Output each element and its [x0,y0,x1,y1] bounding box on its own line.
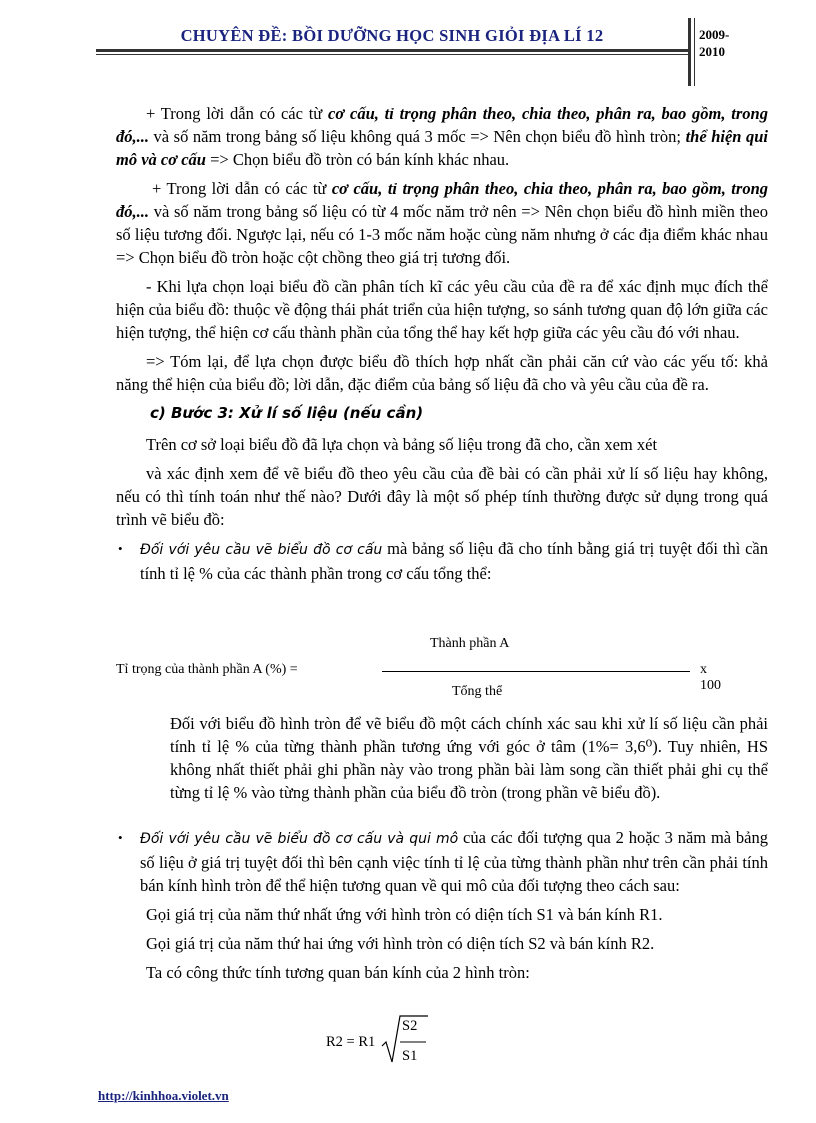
formula-numerator: Thành phần A [430,636,510,651]
header-year-line1: 2009- [699,27,730,42]
radius-numerator: S2 [402,1018,418,1034]
footer-link[interactable]: http://kinhhoa.violet.vn [98,1088,229,1103]
p1-text-b: cơ cấu, tỉ trọng phân theo, chia theo, phân ra, bao gồm, trong đó,... [116,104,768,146]
p1-text-e: => Chọn biểu đồ tròn có bán kính khác nhau. [205,150,510,169]
percentage-formula [116,636,721,708]
paragraph-6: và xác định xem để vẽ biểu đồ theo yêu cầu của đề bài có cần phải xử lí số liệu hay không, nếu có thì tính toán như thế nào? Dưới đây là một số phép tính thường được sử dụng trong quá trình vẽ biểu đồ: [116,464,768,529]
formula-multiplier: x 100 [700,662,721,693]
bullet1-text: mà bảng số liệu đã cho tính bằng giá trị tuyệt đối thì cần tính tỉ lệ % của các thành phần trong cơ cấu tổng thể: [140,539,769,583]
p1-text-d: thể hiện qui mô và cơ cấu [116,127,769,169]
header-divider-thick [688,18,691,86]
radius-denominator: S1 [402,1048,418,1064]
paragraph-2 [116,177,768,269]
bullet2-italic: Đối với yêu cầu vẽ biểu đồ cơ cấu và qui mô [140,831,459,847]
p2-text-b: cơ cấu, tỉ trọng phân theo, chia theo, phân ra, bao gồm, trong đó,... [116,179,768,221]
p1-text-a: + Trong lời dẫn có các từ [146,104,329,123]
header-rule-thin [96,54,688,55]
step-3-heading: c) Bước 3: Xử lí số liệu (nếu cần) [150,404,424,422]
paragraph-8: Gọi giá trị của năm thứ nhất ứng với hình tròn có diện tích S1 và bán kính R1. [146,905,663,924]
bullet2-text: của các đối tượng qua 2 hoặc 3 năm mà bảng số liệu ở giá trị tuyệt đối thì bên cạnh việc tính tỉ lệ của từng thành phần như trên cần phải tính bán kính hình tròn để thể hiện tương quan về qui mô của đối tượng theo cách sau: [140,828,768,895]
header-rule-thick [96,49,688,52]
header-year [699,26,759,60]
p2-text-a: + Trong lời dẫn có các từ [152,179,332,198]
header-year-line2: 2010 [699,44,725,59]
paragraph-9: Gọi giá trị của năm thứ hai ứng với hình tròn có diện tích S2 và bán kính R2. [146,934,655,953]
bullet-icon: • [118,541,123,556]
fraction-bar [382,671,690,672]
bullet-item-1 [86,537,768,585]
lower-content [116,826,768,996]
paragraph-10: Ta có công thức tính tương quan bán kính của 2 hình tròn: [146,963,530,982]
p1-text-c: và số năm trong bảng số liệu không quá 3 mốc => Nên chọn biểu đồ hình tròn; [149,127,686,146]
paragraph-1 [116,102,768,171]
radius-formula-lhs: R2 = R1 [326,1034,376,1050]
formula-lhs: Tỉ trọng của thành phần A (%) = [116,662,298,677]
page-header [96,20,688,50]
paragraph-3: - Khi lựa chọn loại biểu đồ cần phân tích kĩ các yêu cầu của đề ra để xác định mục đích thể hiện của biểu đồ: thuộc về động thái phát triển của hiện tượng, so sánh tương quan độ lớn giữa các hiện tượng, thể hiện cơ cấu thành phần của tổng thể hay kết hợp giữa các yêu cầu đó với nhau. [116,277,768,342]
header-title: CHUYÊN ĐỀ: BỒI DƯỠNG HỌC SINH GIỎI ĐỊA LÍ 12 [180,26,604,45]
p2-text-c: và số năm trong bảng số liệu có từ 4 mốc năm trở nên => Nên chọn biểu đồ hình miền theo số liệu tương đối. Ngược lại, nếu có 1-3 mốc năm hoặc cùng năm nhưng ở các địa điểm khác nhau => Chọn biểu đồ tròn hoặc cột chồng theo giá trị tương đối. [116,202,768,267]
bullet1-italic: Đối với yêu cầu vẽ biểu đồ cơ cấu [140,542,383,558]
main-content [116,102,768,591]
formula-denominator: Tổng thể [452,684,503,699]
bullet-item-2 [86,826,768,897]
bullet-icon: • [118,830,123,845]
paragraph-5: Trên cơ sở loại biểu đồ đã lựa chọn và bảng số liệu trong đã cho, cần xem xét [146,435,658,454]
paragraph-4: => Tóm lại, để lựa chọn được biểu đồ thích hợp nhất cần phải căn cứ vào các yếu tố: khả năng thể hiện của biểu đồ; lời dẫn, đặc điểm của bảng số liệu đã cho và yêu cầu của đề ra. [116,352,768,394]
paragraph-7: Đối với biểu đồ hình tròn để vẽ biểu đồ một cách chính xác sau khi xử lí số liệu cần phải tính tỉ lệ % của từng thành phần tương ứng với góc ở tâm (1%= 3,6⁰). Tuy nhiên, HS không nhất thiết phải ghi phần này vào trong phần bài làm song cần thiết phải ghi cụ thể từng tỉ lệ % vào từng thành phần của biểu đồ tròn (trong phần vẽ biểu đồ). [170,714,768,802]
header-divider-thin [694,18,695,86]
